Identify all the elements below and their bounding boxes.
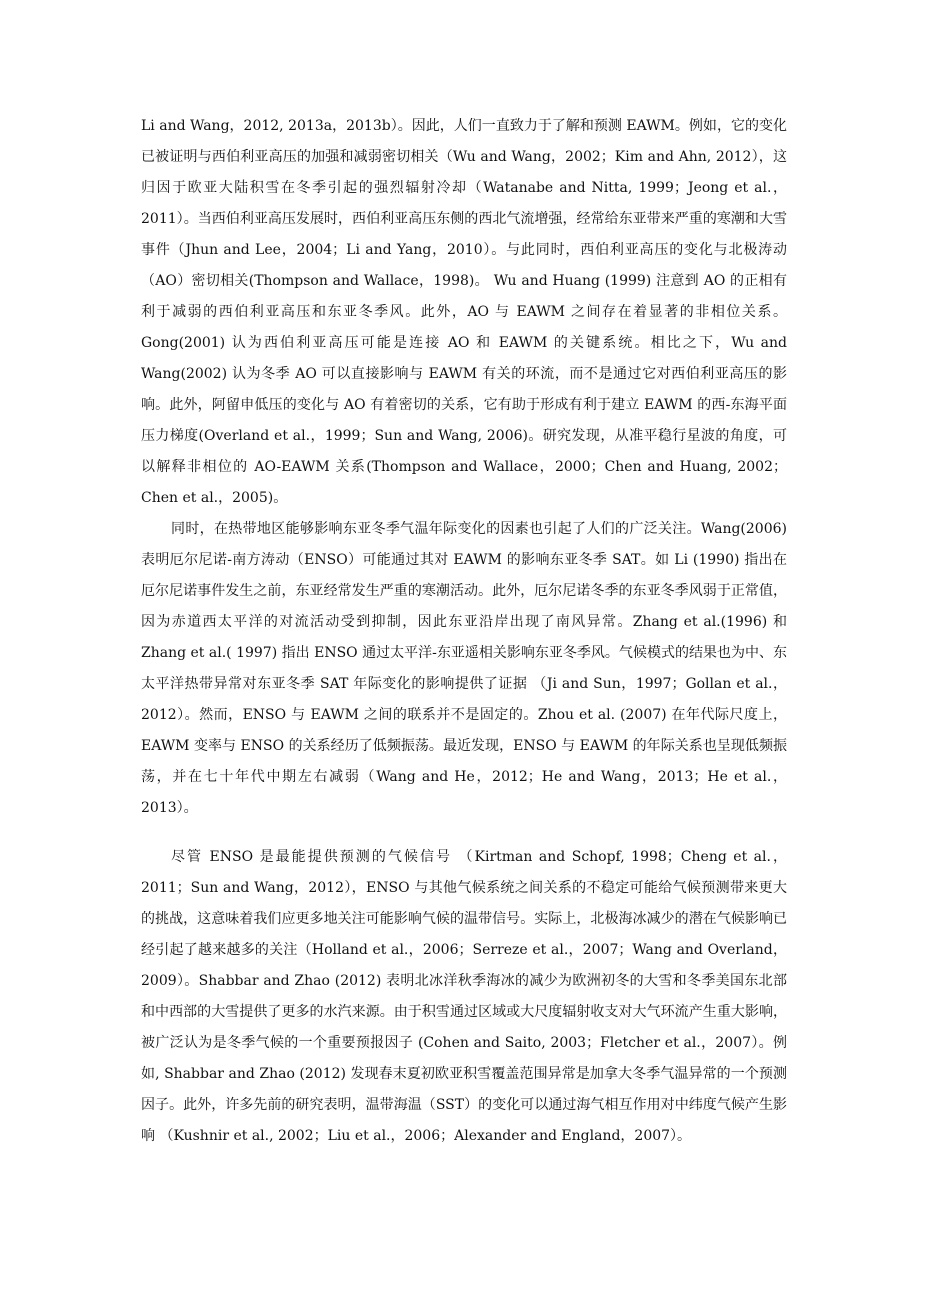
paragraph-3: 尽管 ENSO 是最能提供预测的气候信号 （Kirtman and Schopf, 1998；Cheng et al.，2011；Sun and Wang，2012），ENSO 与其他气候系统之间关系的不稳定可能给气候预测带来更大的挑战，这意味着我们应更多地关注可能影响气候的温带信号。实际上，北极海冰减少的潜在气候影响已经引起了越来越多的关注（Holland et al.，2006；Serreze et al.，2007；Wang and Overland，2009）。Shabbar and Zhao (2012) 表明北冰洋秋季海冰的减少为欧洲初冬的大雪和冬季美国东北部和中西部的大雪提供了更多的水汽来源。由于积雪通过区域或大尺度辐射收支对大气环流产生重大影响，被广泛认为是冬季气候的一个重要预报因子 (Cohen and Saito, 2003；Fletcher et al.，2007）。例如, Shabbar and Zhao (2012) 发现春末夏初欧亚积雪覆盖范围异常是加拿大冬季气温异常的一个预测因子。此外，许多先前的研究表明，温带海温（SST）的变化可以通过海气相互作用对中纬度气候产生影响 （Kushnir et al., 2002；Liu et al.，2006；Alexander and England，2007）。 <box>141 849 787 1144</box>
document-body <box>141 111 787 1152</box>
paragraph-2: 同时，在热带地区能够影响东亚冬季气温年际变化的因素也引起了人们的广泛关注。Wang(2006) 表明厄尔尼诺-南方涛动（ENSO）可能通过其对 EAWM 的影响东亚冬季 SAT。如 Li (1990) 指出在厄尔尼诺事件发生之前，东亚经常发生严重的寒潮活动。此外，厄尔尼诺冬季的东亚冬季风弱于正常值，因为赤道西太平洋的对流活动受到抑制，因此东亚沿岸出现了南风异常。Zhang et al.(1996) 和 Zhang et al.( 1997) 指出 ENSO 通过太平洋-东亚遥相关影响东亚冬季风。气候模式的结果也为中、东太平洋热带异常对东亚冬季 SAT 年际变化的影响提供了证据 （Ji and Sun，1997；Gollan et al.，2012）。然而，ENSO 与 EAWM 之间的联系并不是固定的。Zhou et al. (2007) 在年代际尺度上，EAWM 变率与 ENSO 的关系经历了低频振荡。最近发现，ENSO 与 EAWM 的年际关系也呈现低频振荡，并在七十年代中期左右减弱（Wang and He，2012；He and Wang，2013；He et al.，2013）。 <box>141 521 787 816</box>
paragraph-1: Li and Wang，2012, 2013a，2013b）。因此，人们一直致力于了解和预测 EAWM。例如，它的变化已被证明与西伯利亚高压的加强和减弱密切相关（Wu and Wang，2002；Kim and Ahn, 2012），这归因于欧亚大陆积雪在冬季引起的强烈辐射冷却（Watanabe and Nitta, 1999；Jeong et al.，2011）。当西伯利亚高压发展时，西伯利亚高压东侧的西北气流增强，经常给东亚带来严重的寒潮和大雪事件（Jhun and Lee，2004；Li and Yang，2010）。与此同时，西伯利亚高压的变化与北极涛动（AO）密切相关(Thompson and Wallace，1998)。 Wu and Huang (1999) 注意到 AO 的正相有利于减弱的西伯利亚高压和东亚冬季风。此外，AO 与 EAWM 之间存在着显著的非相位关系。Gong(2001) 认为西伯利亚高压可能是连接 AO 和 EAWM 的关键系统。相比之下，Wu and Wang(2002) 认为冬季 AO 可以直接影响与 EAWM 有关的环流，而不是通过它对西伯利亚高压的影响。此外，阿留申低压的变化与 AO 有着密切的关系，它有助于形成有利于建立 EAWM 的西-东海平面压力梯度(Overland et al.，1999；Sun and Wang, 2006)。研究发现，从准平稳行星波的角度，可以解释非相位的 AO-EAWM 关系(Thompson and Wallace，2000；Chen and Huang, 2002；Chen et al.，2005)。 <box>141 118 787 506</box>
